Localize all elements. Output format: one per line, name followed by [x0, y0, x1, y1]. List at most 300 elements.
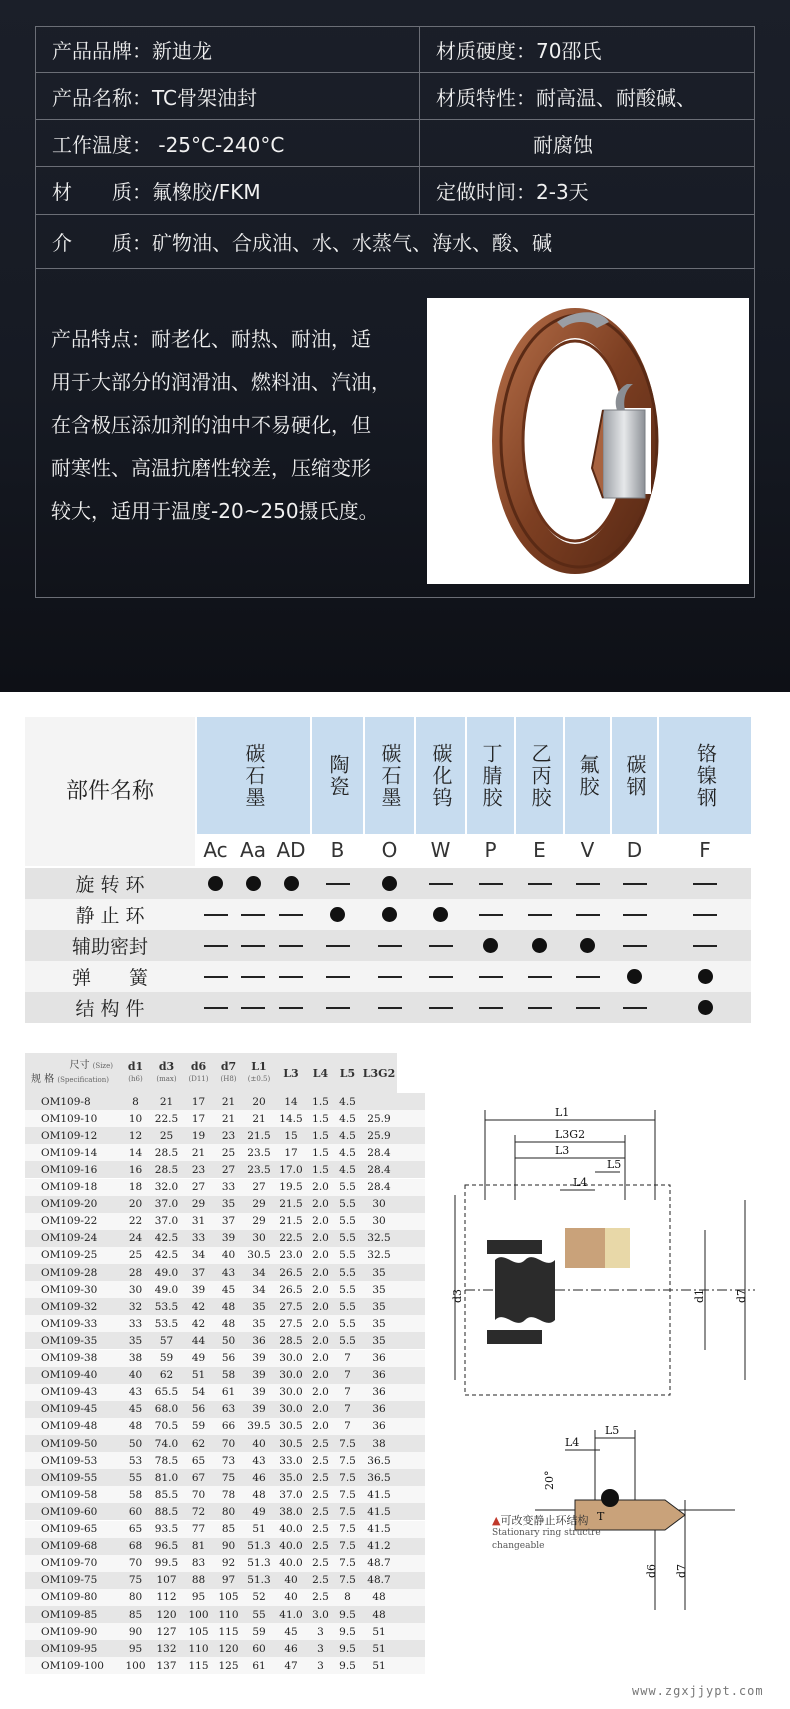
dimension-value: 112: [156, 1591, 177, 1604]
dimension-value: 55: [252, 1608, 266, 1621]
dim-header: [361, 1053, 397, 1093]
dimension-value: 120: [218, 1642, 239, 1655]
dimension-value: 70: [128, 1557, 143, 1570]
table-row: [25, 1486, 425, 1503]
dimension-value: 38: [128, 1352, 143, 1364]
model-number: OM109-20: [41, 1198, 98, 1211]
model-number: OM109-80: [41, 1591, 98, 1604]
not-applicable-dash: [659, 899, 751, 930]
dimension-value: 36: [372, 1420, 386, 1433]
model-number: OM109-32: [41, 1300, 98, 1313]
not-applicable-dash: [234, 992, 272, 1023]
dim-header-sub: (D11): [188, 1075, 209, 1083]
model-number: OM109-100: [41, 1659, 104, 1672]
dimension-value: 30.0: [279, 1403, 303, 1416]
dimension-value: 2.5: [312, 1454, 329, 1467]
features-line: 在含极压添加剂的油中不易硬化，但: [51, 413, 371, 437]
table-row: [25, 1213, 425, 1230]
table-row: [25, 1503, 425, 1520]
group-header-carbon-graphite-2: [365, 717, 414, 834]
dimension-value: 8: [132, 1095, 139, 1108]
dimension-value: 25.9: [367, 1112, 391, 1125]
dimension-value: 83: [191, 1557, 206, 1570]
dimension-value: 58: [221, 1369, 236, 1382]
dim-header: [243, 1053, 275, 1093]
dimension-value: 105: [188, 1625, 209, 1638]
model-number: OM109-58: [41, 1488, 98, 1501]
dimension-value: 48: [221, 1317, 236, 1330]
dimension-value: 7.5: [339, 1454, 356, 1467]
spec-row-name: [36, 73, 754, 120]
material-row: [25, 899, 751, 930]
not-applicable-dash: [365, 930, 414, 961]
dimension-value: 4.5: [339, 1112, 356, 1125]
dimension-value: 66: [221, 1420, 236, 1433]
dimension-value: 88.5: [154, 1505, 179, 1518]
dimension-value: 7.5: [339, 1557, 356, 1570]
dim-header: [214, 1053, 243, 1093]
label-L1: L1: [555, 1106, 570, 1119]
not-applicable-dash: [565, 992, 610, 1023]
corner-spec-cn: 规 格: [31, 1074, 55, 1085]
corner-spec-en: (Specification): [57, 1076, 109, 1084]
group-label: 陶瓷: [326, 753, 350, 798]
group-header-tungsten-carbide: [416, 717, 465, 834]
dimension-value: 7.5: [339, 1523, 356, 1535]
dimension-value: 40: [252, 1437, 266, 1450]
dimension-value: 45: [128, 1403, 143, 1416]
dimension-value: 28: [128, 1266, 143, 1279]
dimension-value: 85: [128, 1608, 143, 1621]
corner-size-cn: 尺寸: [69, 1060, 90, 1071]
dimension-value: 88: [191, 1574, 206, 1587]
dim-header-label: d3: [158, 1060, 175, 1073]
dimension-value: 2.5: [312, 1505, 329, 1518]
dimension-value: 39: [221, 1232, 236, 1245]
dimension-value: 28.4: [367, 1163, 391, 1176]
not-applicable-dash: [197, 930, 234, 961]
table-row: [25, 1384, 425, 1401]
table-row: [25, 1247, 425, 1264]
model-number: OM109-85: [41, 1608, 98, 1621]
dimension-value: 1.5: [312, 1163, 329, 1176]
group-header-carbon-graphite: [197, 717, 310, 834]
table-row: [25, 1350, 425, 1367]
dimension-value: 5.5: [339, 1317, 356, 1330]
dimension-value: 5.5: [339, 1198, 356, 1211]
dimension-value: 47: [284, 1659, 298, 1672]
dimension-value: 30: [372, 1198, 386, 1211]
dimension-value: 25.9: [367, 1129, 391, 1142]
dimension-value: 85: [221, 1523, 236, 1535]
table-row: [25, 1315, 425, 1332]
dimension-value: 30.0: [279, 1369, 303, 1382]
table-row: [25, 1469, 425, 1486]
dim-header-label: L4: [312, 1066, 329, 1080]
dimension-value: 3: [317, 1642, 324, 1655]
dimension-value: 17: [191, 1112, 206, 1125]
table-row: [25, 1127, 425, 1144]
not-applicable-dash: [197, 992, 234, 1023]
caption-en-2: changeable: [492, 1541, 545, 1551]
dimension-value: 53.5: [154, 1300, 179, 1313]
dimension-value: 7: [344, 1403, 351, 1416]
material-row-label: 结 构 件: [75, 998, 145, 1020]
dimension-value: 2.5: [312, 1523, 329, 1535]
dimension-value: 32.5: [367, 1232, 391, 1245]
dimension-value: 85.5: [154, 1488, 179, 1501]
dimension-value: 50: [128, 1437, 143, 1450]
table-row: [25, 1161, 425, 1178]
table-row: [25, 1144, 425, 1161]
dim-header-sub: (H8): [220, 1075, 237, 1083]
dimension-value: 55: [128, 1471, 143, 1484]
features-paragraph: [51, 318, 391, 533]
model-number: OM109-16: [41, 1163, 98, 1176]
code-p: P: [467, 834, 514, 866]
dimension-value: 59: [159, 1352, 174, 1364]
corner-spec: [25, 1073, 121, 1087]
dimension-value: 9.5: [339, 1642, 356, 1655]
material-table: [25, 717, 751, 1027]
dimension-value: 70: [191, 1488, 206, 1501]
dimension-value: 95: [191, 1591, 206, 1604]
dimension-value: 14: [128, 1146, 143, 1159]
dimension-value: 2.5: [312, 1471, 329, 1484]
dimension-value: 21.5: [279, 1198, 303, 1211]
dimension-value: 62: [191, 1437, 206, 1450]
dimension-value: 51: [372, 1625, 386, 1638]
material-row: [25, 868, 751, 899]
dimension-value: 35: [372, 1300, 386, 1313]
applicable-dot: [365, 899, 414, 930]
dim-header-label: L3: [283, 1066, 299, 1080]
dimension-value: 51: [252, 1523, 266, 1535]
dimension-value: 40: [284, 1591, 298, 1604]
dimension-value: 51.3: [247, 1574, 271, 1587]
dimension-value: 5.5: [339, 1283, 356, 1296]
dimension-value: 5.5: [339, 1181, 356, 1193]
not-applicable-dash: [565, 899, 610, 930]
dimension-value: 41.0: [279, 1608, 303, 1621]
dimension-value: 3: [317, 1625, 324, 1638]
dimension-value: 2.0: [312, 1300, 329, 1313]
dimension-value: 80: [128, 1591, 143, 1604]
table-row: [25, 1606, 425, 1623]
dimension-value: 38.0: [279, 1505, 303, 1518]
spec-property-2: 耐腐蚀: [533, 132, 593, 157]
label-d7: d7: [735, 1288, 748, 1303]
table-row: [25, 1196, 425, 1213]
spec-medium: 介 质：矿物油、合成油、水、水蒸气、海水、酸、碱: [52, 231, 552, 255]
material-row-label: 辅助密封: [71, 936, 148, 958]
dimension-value: 75: [128, 1574, 143, 1587]
corner-size: [25, 1059, 121, 1073]
dimension-value: 29: [252, 1215, 266, 1228]
dimension-value: 23: [191, 1163, 206, 1176]
table-row: [25, 1589, 425, 1606]
dimension-value: 4.5: [339, 1163, 356, 1176]
dimension-value: 100: [188, 1608, 209, 1621]
model-number: OM109-95: [41, 1642, 98, 1655]
model-number: OM109-14: [41, 1146, 98, 1159]
dimension-value: 43: [252, 1454, 266, 1467]
spec-property-1: 材质特性：耐高温、耐酸碱、: [436, 85, 696, 110]
dimension-value: 81.0: [154, 1471, 179, 1484]
model-number: OM109-43: [41, 1386, 98, 1399]
dimension-value: 30: [252, 1232, 266, 1245]
dimension-value: 95: [128, 1642, 143, 1655]
applicable-dot: [659, 992, 751, 1023]
spec-material: 材 质：氟橡胶/FKM: [52, 180, 261, 204]
dimension-value: 40.0: [279, 1540, 303, 1553]
not-applicable-dash: [416, 868, 465, 899]
dimension-value: 38: [372, 1437, 386, 1450]
applicable-dot: [516, 930, 563, 961]
dimension-value: 2.0: [312, 1215, 329, 1228]
dimension-value: 68: [128, 1540, 143, 1553]
dimension-value: 37: [221, 1215, 236, 1228]
dimension-value: 36: [252, 1334, 266, 1347]
group-label: 丁腈胶: [479, 742, 503, 809]
dimension-value: 29: [252, 1198, 266, 1211]
dimension-value: [361, 1093, 397, 1110]
dimension-value: 20: [128, 1198, 143, 1211]
not-applicable-dash: [197, 899, 234, 930]
dimension-value: 137: [156, 1659, 177, 1672]
code-d: D: [612, 834, 657, 866]
dimension-value: 7.5: [339, 1471, 356, 1484]
group-header-ceramic: [312, 717, 363, 834]
table-row: [25, 1110, 425, 1127]
dimension-value: 132: [156, 1642, 177, 1655]
dimension-value: 60: [252, 1642, 266, 1655]
dimension-value: 40: [221, 1249, 236, 1262]
code-e: E: [516, 834, 563, 866]
dimension-value: 127: [156, 1625, 177, 1638]
dimension-value: 78: [221, 1488, 236, 1501]
dim-header: [307, 1053, 334, 1093]
dimension-value: 30.0: [279, 1386, 303, 1399]
dimension-value: 53.5: [154, 1317, 179, 1330]
dimension-value: 48.7: [367, 1574, 391, 1587]
not-applicable-dash: [565, 868, 610, 899]
corner-size-en: (Size): [92, 1062, 113, 1070]
not-applicable-dash: [272, 961, 310, 992]
spec-row-temp: [36, 120, 754, 167]
model-number: OM109-40: [41, 1369, 98, 1382]
dimension-value: 80: [221, 1505, 236, 1518]
dimension-value: 35.0: [279, 1471, 303, 1484]
dim-header-label: d6: [190, 1060, 207, 1073]
not-applicable-dash: [416, 930, 465, 961]
applicable-dot: [565, 930, 610, 961]
dim-header-sub: (±0.5): [247, 1075, 271, 1083]
model-number: OM109-22: [41, 1215, 98, 1228]
dimension-value: 2.0: [312, 1317, 329, 1330]
spec-temperature: 工作温度： -25°C-240°C: [52, 132, 285, 157]
code-w: W: [416, 834, 465, 866]
dimension-value: 35: [221, 1198, 236, 1211]
label-L5-detail: L5: [605, 1424, 620, 1437]
table-row: [25, 1179, 425, 1196]
dimension-value: 27: [221, 1163, 236, 1176]
dimension-value: 74.0: [154, 1437, 179, 1450]
dimension-value: 2.0: [312, 1198, 329, 1211]
model-number: OM109-10: [41, 1112, 98, 1125]
dimension-value: 48: [221, 1300, 236, 1313]
applicable-dot: [467, 930, 514, 961]
not-applicable-dash: [516, 868, 563, 899]
table-row: [25, 1640, 425, 1657]
dimension-value: 23.5: [247, 1146, 271, 1159]
code-ad: AD: [272, 834, 310, 866]
dim-header-label: d7: [220, 1060, 237, 1073]
dimension-value: 5.5: [339, 1249, 356, 1262]
dimension-value: 30.5: [279, 1437, 303, 1450]
not-applicable-dash: [612, 930, 657, 961]
dimension-value: 105: [218, 1591, 239, 1604]
dimension-value: 42.5: [154, 1249, 179, 1262]
dimension-value: 32.0: [154, 1181, 179, 1193]
not-applicable-dash: [365, 961, 414, 992]
dimension-value: 34: [252, 1283, 266, 1296]
dimension-value: 25: [128, 1249, 143, 1262]
dimension-value: 44: [191, 1334, 206, 1347]
dimension-value: 43: [221, 1266, 236, 1279]
code-b: B: [312, 834, 363, 866]
label-d7-detail: d7: [675, 1563, 688, 1578]
dimension-value: 54: [191, 1386, 206, 1399]
model-number: OM109-45: [41, 1403, 98, 1416]
dimension-value: 7.5: [339, 1488, 356, 1501]
dim-header: [334, 1053, 361, 1093]
dimension-value: 2.0: [312, 1181, 329, 1193]
seal-cross-section-drawing: [451, 1100, 775, 1440]
dimension-value: 19: [191, 1129, 206, 1142]
group-label: 乙丙胶: [528, 742, 552, 809]
dimension-value: 36: [372, 1386, 386, 1399]
dimension-value: 34: [191, 1249, 206, 1262]
dimension-value: 48: [372, 1591, 386, 1604]
model-number: OM109-33: [41, 1317, 98, 1330]
oil-seal-illustration: [427, 298, 749, 584]
dim-header-sub: (h6): [128, 1075, 143, 1083]
model-number: OM109-60: [41, 1505, 98, 1518]
not-applicable-dash: [416, 961, 465, 992]
dimension-value: 23.5: [247, 1163, 271, 1176]
code-v: V: [565, 834, 610, 866]
dimension-value: 115: [218, 1625, 239, 1638]
dimension-value: 5.5: [339, 1334, 356, 1347]
dimension-value: 65.5: [154, 1386, 179, 1399]
dimension-value: 4.5: [339, 1129, 356, 1142]
applicable-dot: [365, 868, 414, 899]
dimension-value: 51.3: [247, 1557, 271, 1570]
table-row: [25, 1435, 425, 1452]
caption-en-1: Stationary ring structre: [492, 1528, 601, 1538]
dimension-value: 7.5: [339, 1540, 356, 1553]
dimension-value: 115: [188, 1659, 209, 1672]
dimension-value: 35: [372, 1317, 386, 1330]
model-number: OM109-12: [41, 1129, 98, 1142]
not-applicable-dash: [312, 930, 363, 961]
dimension-value: 40.0: [279, 1523, 303, 1535]
group-header-epdm: [516, 717, 563, 834]
dimension-value: 27.5: [279, 1300, 303, 1313]
table-row: [25, 1452, 425, 1469]
seal-photo: [427, 298, 749, 584]
not-applicable-dash: [234, 930, 272, 961]
model-number: OM109-8: [41, 1095, 91, 1108]
dimension-value: 28.4: [367, 1181, 391, 1193]
dimension-value: 99.5: [154, 1557, 179, 1570]
dimension-value: 3.0: [312, 1608, 329, 1621]
dimension-value: 68.0: [154, 1403, 179, 1416]
drawing-caption: [492, 1514, 682, 1553]
table-row: [25, 1298, 425, 1315]
caption-cn-text: 可改变静止环结构: [500, 1514, 589, 1527]
spec-row-material: [36, 167, 754, 215]
dimension-value: 61: [252, 1659, 266, 1672]
dim-header: [275, 1053, 307, 1093]
material-row: [25, 961, 751, 992]
label-d3: d3: [451, 1288, 464, 1303]
dimension-value: 23: [221, 1129, 236, 1142]
dimension-value: 28.5: [154, 1163, 179, 1176]
dimension-value: 45: [221, 1283, 236, 1296]
model-number: OM109-75: [41, 1574, 98, 1587]
dimension-value: 21.5: [279, 1215, 303, 1228]
dimension-value: 17: [284, 1146, 298, 1159]
dimension-value: 43: [128, 1386, 143, 1399]
dimension-value: 67: [191, 1471, 206, 1484]
dimension-value: 29: [191, 1198, 206, 1211]
model-number: OM109-18: [41, 1181, 98, 1193]
not-applicable-dash: [312, 961, 363, 992]
dimension-value: 2.0: [312, 1283, 329, 1296]
table-row: [25, 1657, 425, 1674]
model-number: OM109-53: [41, 1454, 98, 1467]
dimension-value: 27: [252, 1181, 266, 1193]
table-row: [25, 1418, 425, 1435]
not-applicable-dash: [612, 992, 657, 1023]
group-header-carbon-steel: [612, 717, 657, 834]
dimension-value: 48.7: [367, 1557, 391, 1570]
dimension-value: 22.5: [154, 1112, 179, 1125]
dimension-table: [25, 1053, 425, 1670]
not-applicable-dash: [612, 899, 657, 930]
dimension-value: 41.5: [367, 1523, 391, 1535]
model-number: OM109-68: [41, 1540, 98, 1553]
table-row: [25, 1623, 425, 1640]
dimension-value: 15: [284, 1129, 298, 1142]
features-line: 较大，适用于温度-20~250摄氏度。: [51, 499, 379, 523]
label-L5: L5: [607, 1158, 622, 1171]
model-number: OM109-48: [41, 1420, 98, 1433]
dimension-value: 49.0: [154, 1283, 179, 1296]
dimension-value: 100: [125, 1659, 146, 1672]
not-applicable-dash: [467, 899, 514, 930]
features-line: 用于大部分的润滑油、燃料油、汽油，: [51, 370, 391, 394]
dimension-value: 35: [252, 1300, 266, 1313]
dimension-value: 52: [252, 1591, 266, 1604]
dimension-value: 2.0: [312, 1232, 329, 1245]
table-row: [25, 1538, 425, 1555]
dimension-value: 8: [344, 1591, 351, 1604]
dimension-value: 90: [221, 1540, 236, 1553]
dimension-value: 30.0: [279, 1352, 303, 1364]
